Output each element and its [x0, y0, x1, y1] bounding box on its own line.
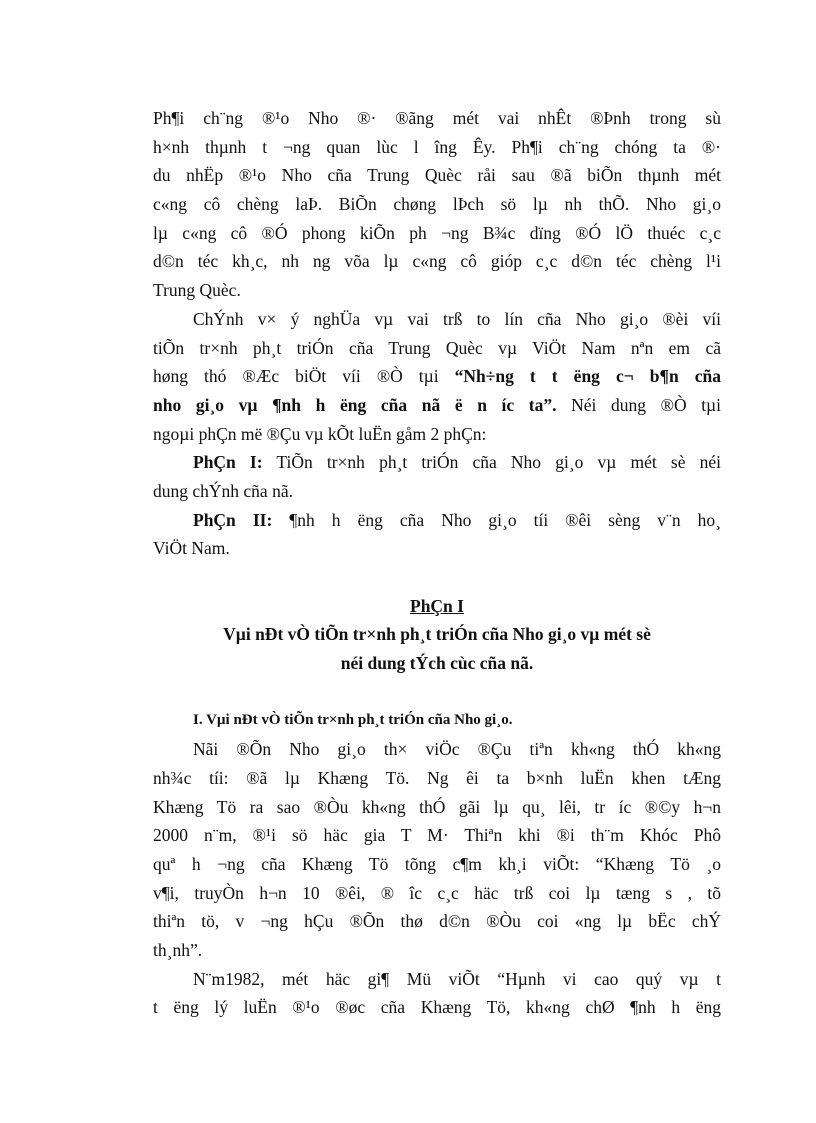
chapter-label: [153, 592, 721, 621]
text-line: d©n téc kh¸c, nh ng võa lµ c«ng cô gióp c¸c d©n téc chèng l¹i: [153, 251, 721, 272]
text-line: dung chÝnh cña nã.: [153, 480, 293, 501]
text-line: Ph¶i ch¨ng ®¹o Nho ®· ®ãng mét vai nhÊt ®Þnh trong sù: [153, 108, 721, 128]
text-line: N¨m1982, mét häc gi¶ Mü viÕt “Hµnh vi cao quý vµ t: [193, 968, 721, 989]
topic-title-bold: “Nh÷ng t t ëng c¬ b¶n cña: [454, 366, 721, 387]
text-line: [153, 391, 721, 420]
part-label: PhÇn I:: [193, 452, 263, 473]
text-line: Trung Quèc.: [153, 280, 241, 301]
document-page: [153, 104, 721, 1022]
text-span: ¶nh h ëng cña Nho gi¸o tíi ®êi sèng v¨n ho¸: [289, 509, 721, 530]
text-line: ngoµi phÇn më ®Çu vµ kÕt luËn gåm 2 phÇn:: [153, 423, 487, 444]
chapter-label-text: PhÇn I: [410, 595, 464, 616]
paragraph-6: [153, 965, 721, 1022]
paragraph-part-2: [153, 506, 721, 563]
chapter-heading: [153, 592, 721, 678]
text-line: Nãi ®Õn Nho gi¸o th× viÖc ®Çu tiªn kh«ng thÓ kh«ng: [193, 739, 721, 760]
text-line: v¶i, truyÒn h¬n 10 ®êi, ® îc c¸c häc trß coi lµ tæng s , tõ: [153, 882, 721, 903]
text-line: h×nh thµnh t ¬ng quan lùc l îng Êy. Ph¶i ch¨ng chóng ta ®·: [153, 136, 721, 157]
text-line: du nhËp ®¹o Nho cña Trung Quèc råi sau ®ã biÕn thµnh mét: [153, 165, 721, 186]
part-label: PhÇn II:: [193, 509, 273, 530]
text-line: lµ c«ng cô ®Ó phong kiÕn ph ¬ng B¾c dïng ®Ó lÖ thuéc c¸c: [153, 222, 721, 243]
text-line: tiÕn tr×nh ph¸t triÓn cña Trung Quèc vµ ViÖt Nam nªn em cã: [153, 337, 721, 358]
paragraph-1: [153, 104, 721, 305]
text-span: høng thó ®Æc biÖt víi ®Ò tµi: [153, 366, 439, 387]
text-line: Khæng Tö ra sao ®Òu kh«ng thÓ gãi lµ qu¸ lêi, tr íc ®©y h¬n: [153, 796, 721, 817]
text-line: [153, 448, 721, 477]
paragraph-part-1: [153, 448, 721, 505]
text-line: nh¾c tíi: ®ã lµ Khæng Tö. Ng êi ta b×nh luËn khen tÆng: [153, 767, 721, 788]
text-line: [153, 506, 721, 535]
section-title: I. Vµi nÐt vÒ tiÕn tr×nh ph¸t triÓn cña Nho gi¸o.: [193, 712, 513, 729]
text-line: quª h ¬ng cña Khæng Tö tõng c¶m kh¸i viÕt: “Khæng Tö ¸o: [153, 853, 721, 874]
text-line: th¸nh”.: [153, 939, 203, 960]
blank-line: [153, 678, 721, 707]
paragraph-5: [153, 735, 721, 965]
paragraph-2: [153, 305, 721, 448]
text-line: ViÖt Nam.: [153, 538, 230, 559]
text-span: TiÕn tr×nh ph¸t triÓn cña Nho gi¸o vµ mét sè néi: [276, 452, 721, 473]
text-line: c«ng cô chèng laÞ. BiÕn chøng lÞch sö lµ nh thÕ. Nho gi¸o: [153, 194, 721, 215]
blank-line: [153, 563, 721, 592]
text-line: thiªn tö, v ¬ng hÇu ®Õn thø d©n ®Òu coi «ng lµ bËc chÝ: [153, 911, 721, 932]
text-line: ChÝnh v× ý nghÜa vµ vai trß to lín cña Nho gi¸o ®èi víi: [193, 308, 721, 329]
text-line: t ëng lý luËn ®¹o ®øc cña Khæng Tö, kh«ng chØ ¶nh h ëng: [153, 997, 721, 1018]
text-line: [153, 362, 721, 391]
topic-title-bold: nho gi¸o vµ ¶nh h ëng cña nã ë n íc ta”.: [153, 394, 557, 415]
text-line: 2000 n¨m, ®¹i sö häc gia T M· Thiªn khi ®i th¨m Khóc Phô: [153, 825, 721, 846]
text-span: Néi dung ®Ò tµi: [571, 394, 721, 415]
chapter-title-line: néi dung tÝch cùc cña nã.: [340, 653, 534, 674]
chapter-title-line: Vµi nÐt vÒ tiÕn tr×nh ph¸t triÓn cña Nho gi¸o vµ mét sè: [223, 624, 651, 645]
